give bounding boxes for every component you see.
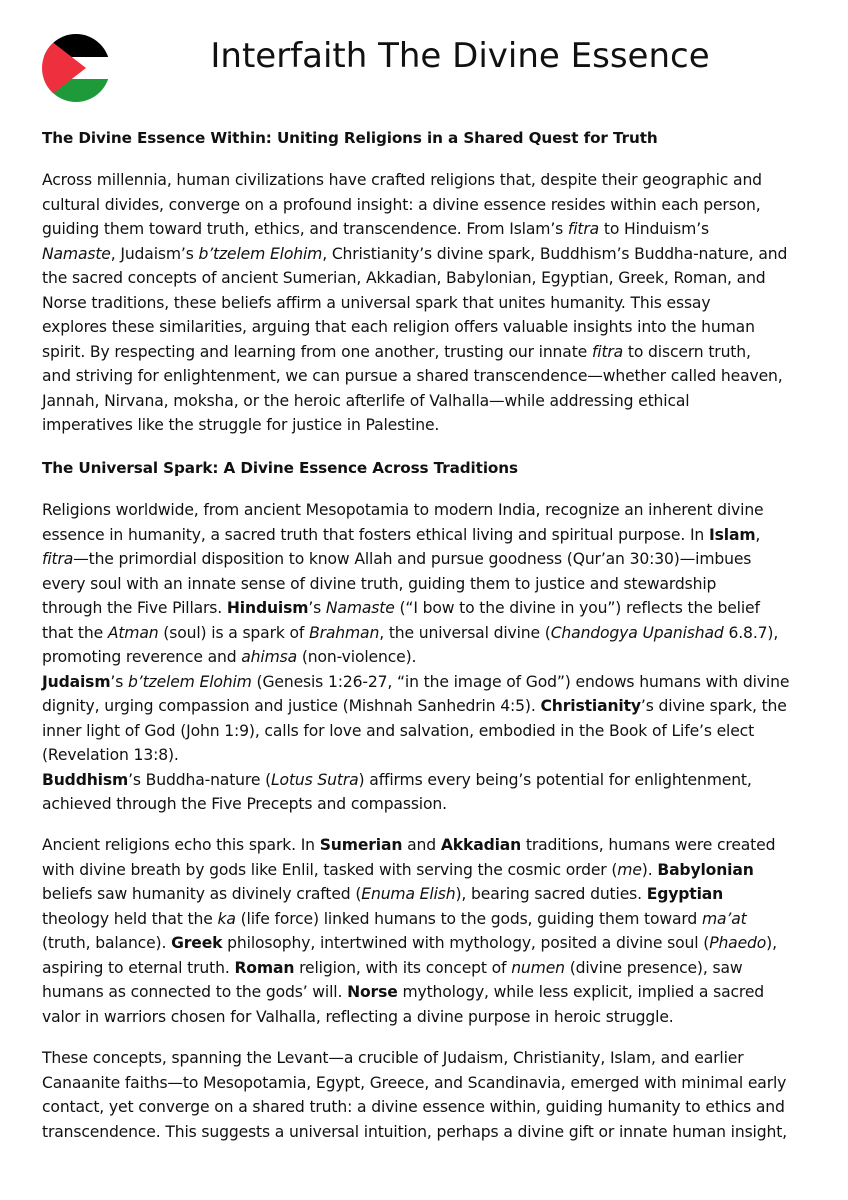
text-run: ’s Buddha-nature ( [128,770,272,789]
text-run: philosophy, intertwined with mythology, posited a divine soul ( [222,934,710,952]
text-line [42,770,752,790]
text-line [42,219,709,239]
text-run: beliefs saw humanity as divinely crafted ( [42,885,362,903]
text-line [42,195,761,215]
text-run: , Judaism’s [110,244,199,263]
text-line [42,647,416,667]
text-line [42,933,777,953]
text-run: ’s [110,672,129,691]
italic-term: fitra [567,220,600,238]
text-line [42,500,764,520]
text-run: that the [42,623,108,642]
italic-term: Phaedo [709,934,767,952]
italic-term: fitra [42,550,74,568]
bold-term: Akkadian [440,836,522,854]
italic-term: Chandogya Upanishad [550,623,724,642]
text-run: cultural divides, converge on a profound insight: a divine essence resides within each person, [42,195,761,214]
text-line [42,1122,787,1142]
text-run: the sacred concepts of ancient Sumerian, Akkadian, Babylonian, Egyptian, Greek, Roman, and [42,269,766,287]
bold-term: Egyptian [646,885,724,903]
text-line [42,170,762,190]
text-line [42,721,754,741]
text-line [42,1007,674,1027]
page-title: Interfaith The Divine Essence [210,36,710,76]
text-run: (Revelation 13:8). [42,746,179,764]
text-line [42,623,778,643]
text-run: Jannah, Nirvana, moksha, or the heroic afterlife of Valhalla—while addressing ethical [42,391,690,410]
section2-heading: The Universal Spark: A Divine Essence Across Traditions [42,459,518,477]
text-run: traditions, humans were created [521,836,776,854]
text-run: ), bearing sacred duties. [455,885,647,903]
text-run: essence in humanity, a sacred truth that fosters ethical living and spiritual purpose. In [42,525,709,544]
italic-term: ahimsa [241,648,298,666]
text-run: to discern truth, [623,342,751,361]
italic-term: b’tzelem Elohim [198,244,323,263]
bold-term: Greek [171,934,223,952]
text-line [42,268,766,288]
text-line [42,598,760,618]
text-run: Across millennia, human civilizations have crafted religions that, despite their geographic and [42,171,762,189]
text-line [42,342,751,362]
text-line [42,909,747,929]
text-run: religion, with its concept of [294,958,512,977]
italic-term: Namaste [325,599,395,617]
text-run: (Genesis 1:26-27, “in the image of God”) endows humans with divine [251,672,790,691]
text-run: promoting reverence and [42,648,242,666]
text-line [42,835,775,855]
text-run: ). [641,860,658,879]
text-run: dignity, urging compassion and justice (Mishnah Sanhedrin 4:5). [42,697,541,715]
italic-term: me [617,860,642,879]
text-line [42,317,755,337]
text-run: Canaanite faiths—to Mesopotamia, Egypt, Greece, and Scandinavia, emerged with minimal early [42,1073,787,1092]
text-run: to Hinduism’s [599,220,709,238]
text-line [42,391,689,411]
italic-term: b’tzelem Elohim [128,672,252,691]
italic-term: numen [511,958,565,977]
text-line [42,672,789,692]
italic-term: Lotus Sutra [271,770,359,789]
text-line [42,982,764,1002]
bold-term: Judaism [42,672,111,691]
text-run: transcendence. This suggests a universal intuition, perhaps a divine gift or innate human insight, [42,1122,787,1141]
text-run: ’s [308,599,326,617]
text-run: 6.8.7), [723,623,779,642]
text-line [42,958,742,978]
flag-circle-icon [42,34,110,102]
text-run: imperatives like the struggle for justice in Palestine. [42,416,440,434]
bold-term: Norse [347,983,398,1001]
italic-term: Namaste [42,244,111,263]
text-run: Ancient religions echo this spark. In [42,836,320,854]
text-run: every soul with an innate sense of divine truth, guiding them to justice and stewardship [42,574,717,593]
bold-term: Babylonian [657,860,754,879]
text-line [42,1097,785,1117]
text-run: Religions worldwide, from ancient Mesopotamia to modern India, recognize an inherent divine [42,501,764,519]
text-run: (life force) linked humans to the gods, guiding them toward [235,909,702,928]
text-run: through the Five Pillars. [42,599,227,617]
text-line [42,293,710,313]
text-line [42,696,787,716]
italic-term: ma’at [701,909,747,928]
bold-term: Islam [708,525,756,544]
bold-term: Sumerian [319,836,403,854]
text-line [42,525,760,545]
text-run: (non-violence). [297,648,417,666]
text-run: (truth, balance). [42,934,172,952]
text-run: (“I bow to the divine in you”) reflects the belief [394,599,760,617]
text-run: ’s divine spark, the [640,697,787,715]
bold-term: Christianity [540,697,641,715]
text-run: explores these similarities, arguing that each religion offers valuable insights into the human [42,318,755,336]
text-run: ) affirms every being’s potential for enlightenment, [358,770,752,789]
text-line [42,366,783,386]
bold-term: Buddhism [42,770,129,789]
text-line [42,1048,744,1068]
italic-term: Atman [107,623,159,642]
text-run: guiding them toward truth, ethics, and transcendence. From Islam’s [42,220,568,238]
text-line [42,794,447,814]
text-line [42,884,723,904]
text-run: spirit. By respecting and learning from one another, trusting our innate [42,342,592,361]
text-line [42,415,439,435]
text-run: and striving for enlightenment, we can pursue a shared transcendence—whether called heaven, [42,367,783,385]
text-run: humans as connected to the gods’ will. [42,983,348,1001]
bold-term: Hinduism [226,599,309,617]
text-run: achieved through the Five Precepts and compassion. [42,795,447,813]
text-run: , Christianity’s divine spark, Buddhism’s Buddha-nature, and [322,244,788,263]
text-line [42,745,179,765]
text-run: with divine breath by gods like Enlil, tasked with serving the cosmic order ( [42,860,618,879]
italic-term: fitra [591,342,624,361]
text-run: (soul) is a spark of [158,623,310,642]
text-run: mythology, while less explicit, implied a sacred [397,983,765,1001]
text-run: inner light of God (John 1:9), calls for love and salvation, embodied in the Book of Life’s elect [42,721,755,740]
section1-heading: The Divine Essence Within: Uniting Religions in a Shared Quest for Truth [42,129,658,147]
text-run: Norse traditions, these beliefs affirm a universal spark that unites humanity. This essay [42,293,711,312]
italic-term: Enuma Elish [361,885,456,903]
text-line [42,860,754,880]
text-run: theology held that the [42,909,218,928]
text-run: aspiring to eternal truth. [42,958,235,977]
text-line [42,1073,786,1093]
text-run: —the primordial disposition to know Allah and pursue goodness (Qur’an 30:30)—imbues [73,550,752,568]
palestine-flag-logo [42,34,110,102]
text-line [42,549,751,569]
text-run: and [402,836,441,854]
text-run: valor in warriors chosen for Valhalla, reflecting a divine purpose in heroic struggle. [42,1007,674,1026]
text-line [42,244,787,264]
text-run: , [755,525,761,544]
text-run: contact, yet converge on a shared truth: a divine essence within, guiding humanity to ethics and [42,1098,785,1116]
bold-term: Roman [234,958,295,977]
text-run: (divine presence), saw [564,958,743,977]
text-line [42,574,716,594]
italic-term: ka [217,909,236,928]
text-run: ), [766,934,777,952]
italic-term: Brahman [309,623,380,642]
text-run: , the universal divine ( [379,623,551,642]
text-run: These concepts, spanning the Levant—a crucible of Judaism, Christianity, Islam, and earlier [42,1049,744,1067]
